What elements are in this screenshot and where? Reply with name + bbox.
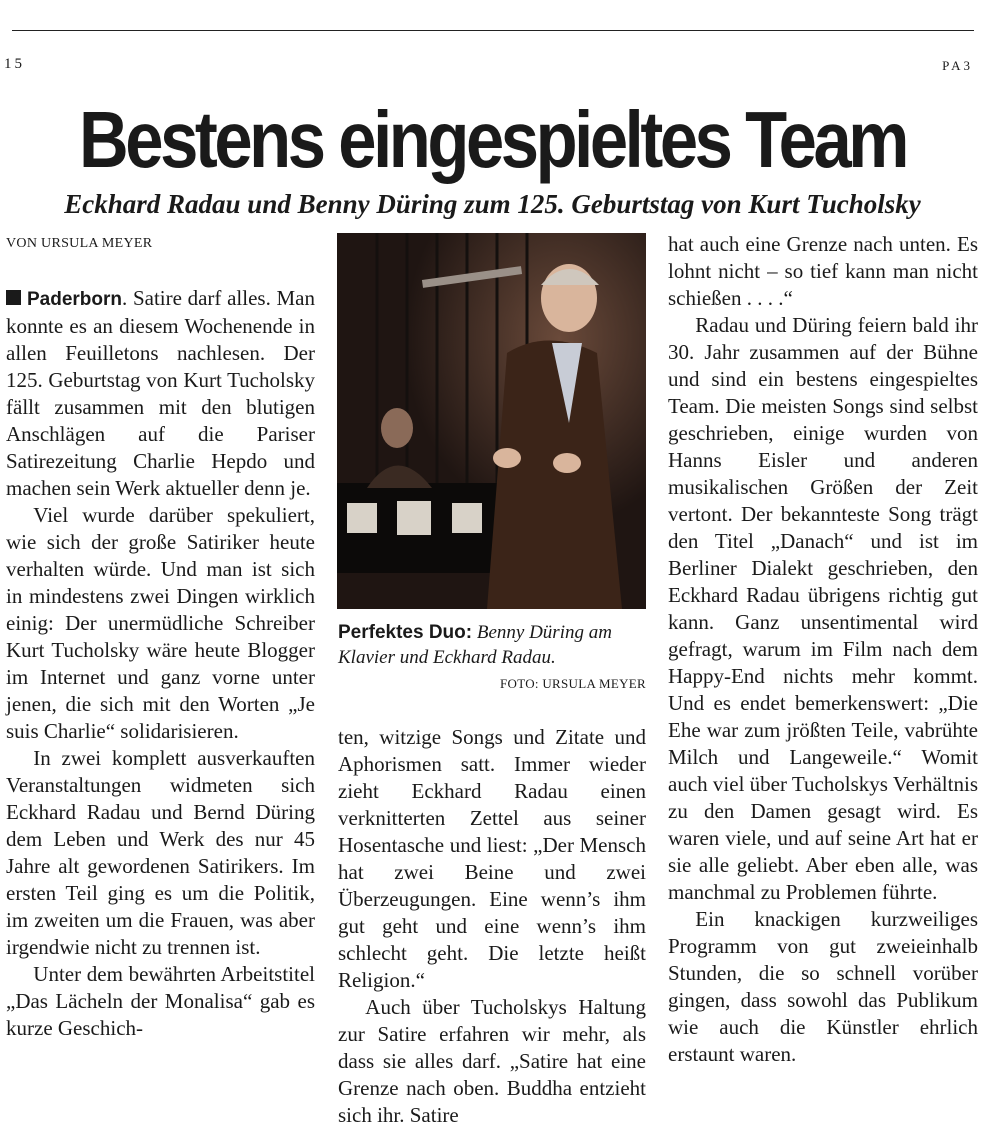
paragraph: In zwei komplett ausverkauften Veranstaltungen widmeten sich Eckhard Radau und Bernd Düring dem Leben und Werk des nur 45 Jahre alt gewordenen Satirikers. Im ersten Teil ging es um die Politik, im zweiten um die Frauen, was aber irgendwie nicht zu trennen ist.	[6, 746, 315, 959]
page-code: PA3	[942, 58, 973, 73]
caption-lead: Perfektes Duo:	[338, 622, 473, 643]
photo-caption	[338, 620, 648, 670]
pianist-head	[381, 408, 413, 448]
paragraph-text: . Satire darf alles. Man konnte es an diesem Wochenende in allen Feuilletons nachlesen. Der 125. Geburtstag von Kurt Tucholsky fällt zusammen mit den blutigen Anschlägen auf die Pariser Satirezeitung Charlie Hepdo und machen sein Werk aktueller denn je.	[6, 286, 315, 500]
page-number: 15	[4, 56, 25, 72]
dateline-marker	[6, 290, 21, 305]
caption-text: Benny Düring am Klavier und Eckhard Radau.	[338, 622, 612, 668]
paragraph: Radau und Düring feiern bald ihr 30. Jahr zusammen auf der Bühne und sind ein bestens eingespieltes Team. Die meisten Songs sind selbst geschrieben, einige wurden von Hanns Eisler und anderen musikalischen Größen der Zeit vertont. Der bekannteste Song trägt den Titel „Danach“ und ist im Berliner Dialekt geschrieben, den Eckhard Radau übrigens richtig gut kann. Ganz unsentimental wird gefragt, warum im Film nach dem Happy-End nichts mehr kommt. Und es endet bemerkenswert: „Die Ehe war zum jrößten Teile, vabrühte Milch und Langeweile.“ Womit auch viel über Tucholskys Verhältnis zu den Damen gesagt wird. Es waren viele, und auf seine Art hat er sie alle geliebt. Aber eben alle, was manchmal zu Problemen führte.	[668, 313, 978, 904]
article-column-3	[668, 231, 978, 1068]
paragraph: hat auch eine Grenze nach unten. Es lohnt nicht – so tief kann man nicht schießen . . . .“	[668, 232, 978, 310]
singer-hand	[493, 448, 521, 468]
byline: VON URSULA MEYER	[6, 236, 153, 251]
paragraph	[6, 285, 315, 502]
paragraph: Viel wurde darüber spekuliert, wie sich der große Satiriker heute verhalten würde. Und man ist sich in mindestens zwei Dingen wirklich einig: Der unermüdliche Schreiber Kurt Tucholsky wäre heute Blogger im Internet und ganz vorne unter jenen, die sich mit den Worten „Je suis Charlie“ solidarisieren.	[6, 503, 315, 743]
singer-hand	[553, 453, 581, 473]
top-rule	[12, 30, 974, 31]
paragraph: ten, witzige Songs und Zitate und Aphorismen satt. Immer wieder zieht Eckhard Radau einen verknitterten Zettel aus seiner Hosentasche und liest: „Der Mensch hat zwei Beine und zwei Überzeugungen. Eine wenn’s ihm gut geht und eine wenn’s ihm schlecht geht. Die letzte heißt Religion.“	[338, 725, 646, 992]
paragraph: Unter dem bewährten Arbeitstitel „Das Lächeln der Monalisa“ gab es kurze Geschich-	[6, 962, 315, 1040]
photo-credit: FOTO: URSULA MEYER	[499, 676, 646, 691]
stage-photo-illustration	[337, 233, 646, 609]
subheadline: Eckhard Radau und Benny Düring zum 125. Geburtstag von Kurt Tucholsky	[64, 189, 921, 219]
article-column-2	[338, 724, 646, 1129]
paragraph: Auch über Tucholskys Haltung zur Satire erfahren wir mehr, als dass sie alles darf. „Satire hat eine Grenze nach oben. Buddha entzieht sich ihr. Satire	[338, 995, 646, 1127]
paragraph: Ein knackigen kurzweiliges Programm von gut zweieinhalb Stunden, die so schnell vorüber gingen, dass sowohl das Publikum wie auch die Künstler ehrlich erstaunt waren.	[668, 907, 978, 1066]
stage-photo	[337, 233, 646, 609]
dateline: Paderborn	[27, 289, 123, 310]
headline: Bestens eingespieltes Team	[79, 95, 906, 184]
article-column-1	[6, 285, 315, 1042]
